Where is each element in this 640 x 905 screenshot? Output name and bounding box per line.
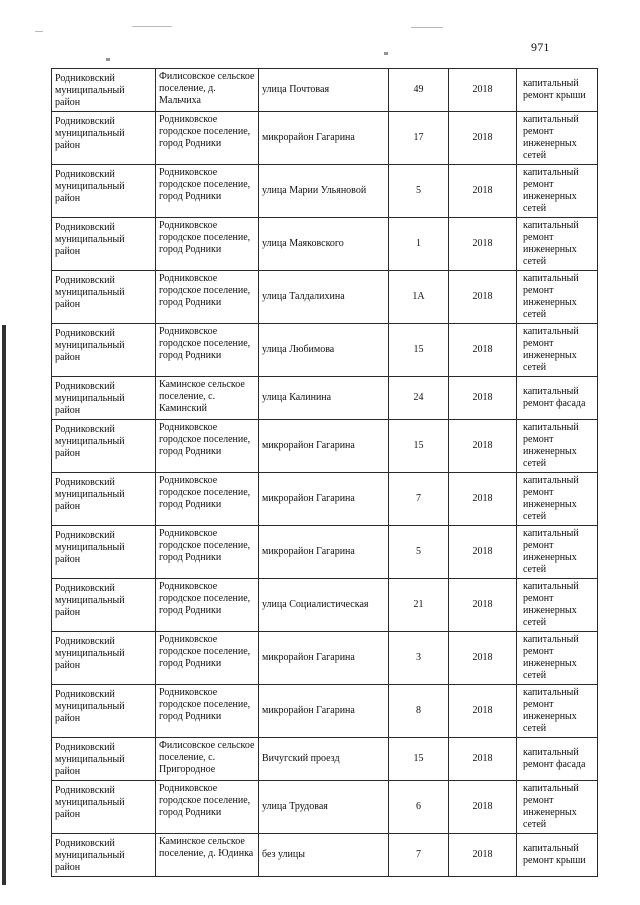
house-cell: 7 [389, 834, 449, 877]
street-cell: улица Калинина [259, 377, 389, 420]
table-row [52, 685, 598, 738]
street-cell: микрорайон Гагарина [259, 526, 389, 579]
work-cell: капитальный ремонт инженерных сетей [517, 473, 598, 526]
street-cell: микрорайон Гагарина [259, 473, 389, 526]
district-cell: Родниковский муниципальный район [52, 69, 156, 112]
year-cell: 2018 [449, 781, 517, 834]
year-cell: 2018 [449, 526, 517, 579]
scan-mark [384, 52, 388, 55]
street-cell: улица Марии Ульяновой [259, 165, 389, 218]
work-cell: капитальный ремонт инженерных сетей [517, 324, 598, 377]
district-cell: Родниковский муниципальный район [52, 218, 156, 271]
table-row [52, 834, 598, 877]
settlement-cell: Каминское сельское поселение, с. Каминский [156, 377, 259, 420]
work-cell: капитальный ремонт инженерных сетей [517, 632, 598, 685]
settlement-cell: Каминское сельское поселение, д. Юдинка [156, 834, 259, 877]
district-cell: Родниковский муниципальный район [52, 685, 156, 738]
year-cell: 2018 [449, 377, 517, 420]
table-row [52, 632, 598, 685]
year-cell: 2018 [449, 579, 517, 632]
settlement-cell: Родниковское городское поселение, город Родники [156, 324, 259, 377]
table-row [52, 377, 598, 420]
house-cell: 5 [389, 165, 449, 218]
year-cell: 2018 [449, 112, 517, 165]
table-row [52, 112, 598, 165]
district-cell: Родниковский муниципальный район [52, 473, 156, 526]
street-cell: без улицы [259, 834, 389, 877]
scan-mark [106, 58, 110, 61]
street-cell: улица Талдалихина [259, 271, 389, 324]
scan-mark [132, 26, 172, 27]
work-cell: капитальный ремонт фасада [517, 738, 598, 781]
settlement-cell: Филисовское сельское поселение, с. Пригородное [156, 738, 259, 781]
house-cell: 49 [389, 69, 449, 112]
table-row [52, 473, 598, 526]
district-cell: Родниковский муниципальный район [52, 324, 156, 377]
year-cell: 2018 [449, 324, 517, 377]
district-cell: Родниковский муниципальный район [52, 834, 156, 877]
repair-table [51, 68, 597, 877]
street-cell: микрорайон Гагарина [259, 420, 389, 473]
repair-table-grid [51, 68, 598, 877]
house-cell: 1А [389, 271, 449, 324]
year-cell: 2018 [449, 685, 517, 738]
year-cell: 2018 [449, 473, 517, 526]
settlement-cell: Родниковское городское поселение, город Родники [156, 473, 259, 526]
scan-mark [411, 27, 443, 28]
work-cell: капитальный ремонт фасада [517, 377, 598, 420]
work-cell: капитальный ремонт крыши [517, 69, 598, 112]
district-cell: Родниковский муниципальный район [52, 526, 156, 579]
year-cell: 2018 [449, 271, 517, 324]
street-cell: улица Маяковского [259, 218, 389, 271]
settlement-cell: Родниковское городское поселение, город Родники [156, 632, 259, 685]
table-row [52, 218, 598, 271]
house-cell: 24 [389, 377, 449, 420]
scan-edge-shadow [2, 325, 6, 885]
street-cell: микрорайон Гагарина [259, 632, 389, 685]
table-row [52, 738, 598, 781]
street-cell: улица Любимова [259, 324, 389, 377]
settlement-cell: Родниковское городское поселение, город Родники [156, 420, 259, 473]
table-row [52, 165, 598, 218]
year-cell: 2018 [449, 632, 517, 685]
district-cell: Родниковский муниципальный район [52, 781, 156, 834]
work-cell: капитальный ремонт инженерных сетей [517, 218, 598, 271]
settlement-cell: Родниковское городское поселение, город Родники [156, 218, 259, 271]
work-cell: капитальный ремонт инженерных сетей [517, 165, 598, 218]
street-cell: улица Трудовая [259, 781, 389, 834]
house-cell: 3 [389, 632, 449, 685]
settlement-cell: Родниковское городское поселение, город Родники [156, 271, 259, 324]
work-cell: капитальный ремонт инженерных сетей [517, 579, 598, 632]
work-cell: капитальный ремонт инженерных сетей [517, 420, 598, 473]
table-row [52, 526, 598, 579]
house-cell: 5 [389, 526, 449, 579]
house-cell: 21 [389, 579, 449, 632]
table-row [52, 579, 598, 632]
scan-mark [35, 31, 43, 32]
settlement-cell: Родниковское городское поселение, город Родники [156, 685, 259, 738]
house-cell: 8 [389, 685, 449, 738]
street-cell: микрорайон Гагарина [259, 685, 389, 738]
street-cell: микрорайон Гагарина [259, 112, 389, 165]
year-cell: 2018 [449, 165, 517, 218]
district-cell: Родниковский муниципальный район [52, 271, 156, 324]
settlement-cell: Родниковское городское поселение, город Родники [156, 112, 259, 165]
settlement-cell: Филисовское сельское поселение, д. Мальчиха [156, 69, 259, 112]
street-cell: Вичугский проезд [259, 738, 389, 781]
district-cell: Родниковский муниципальный район [52, 112, 156, 165]
street-cell: улица Почтовая [259, 69, 389, 112]
house-cell: 15 [389, 420, 449, 473]
district-cell: Родниковский муниципальный район [52, 738, 156, 781]
work-cell: капитальный ремонт инженерных сетей [517, 112, 598, 165]
year-cell: 2018 [449, 218, 517, 271]
year-cell: 2018 [449, 420, 517, 473]
table-row [52, 324, 598, 377]
table-row [52, 781, 598, 834]
work-cell: капитальный ремонт инженерных сетей [517, 526, 598, 579]
year-cell: 2018 [449, 834, 517, 877]
work-cell: капитальный ремонт инженерных сетей [517, 685, 598, 738]
settlement-cell: Родниковское городское поселение, город Родники [156, 781, 259, 834]
house-cell: 15 [389, 324, 449, 377]
district-cell: Родниковский муниципальный район [52, 377, 156, 420]
settlement-cell: Родниковское городское поселение, город Родники [156, 579, 259, 632]
work-cell: капитальный ремонт инженерных сетей [517, 781, 598, 834]
work-cell: капитальный ремонт инженерных сетей [517, 271, 598, 324]
district-cell: Родниковский муниципальный район [52, 632, 156, 685]
house-cell: 15 [389, 738, 449, 781]
street-cell: улица Социалистическая [259, 579, 389, 632]
house-cell: 1 [389, 218, 449, 271]
settlement-cell: Родниковское городское поселение, город Родники [156, 526, 259, 579]
work-cell: капитальный ремонт крыши [517, 834, 598, 877]
settlement-cell: Родниковское городское поселение, город Родники [156, 165, 259, 218]
table-row [52, 271, 598, 324]
year-cell: 2018 [449, 69, 517, 112]
house-cell: 7 [389, 473, 449, 526]
district-cell: Родниковский муниципальный район [52, 579, 156, 632]
table-row [52, 420, 598, 473]
table-row [52, 69, 598, 112]
district-cell: Родниковский муниципальный район [52, 165, 156, 218]
year-cell: 2018 [449, 738, 517, 781]
page-number: 971 [531, 40, 550, 54]
district-cell: Родниковский муниципальный район [52, 420, 156, 473]
house-cell: 6 [389, 781, 449, 834]
house-cell: 17 [389, 112, 449, 165]
